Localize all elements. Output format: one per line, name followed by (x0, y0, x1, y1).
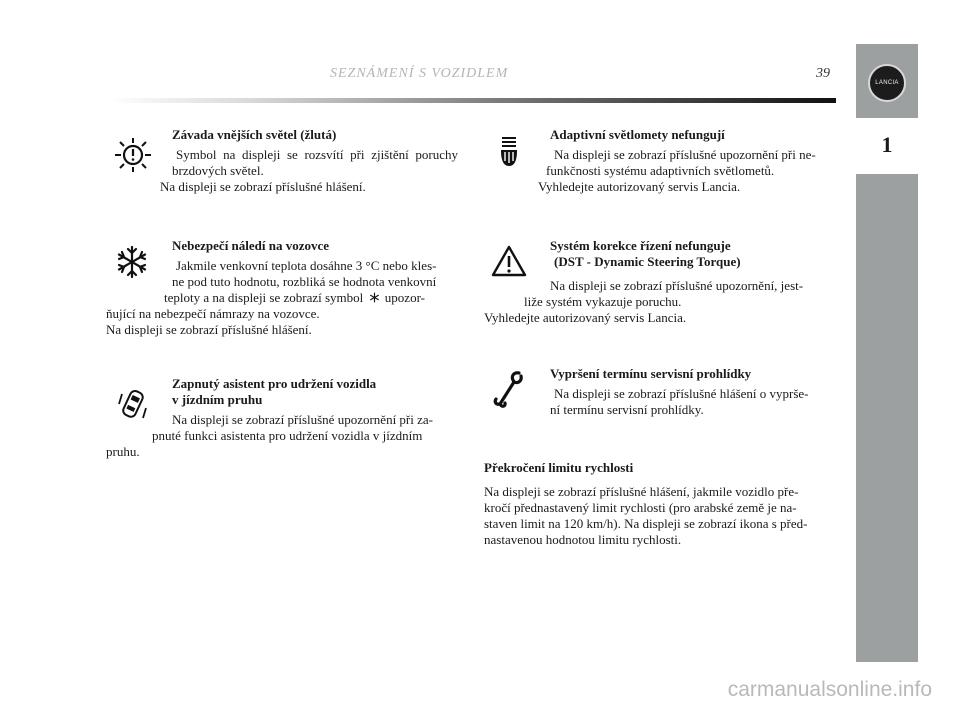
text-line: ne pod tuto hodnotu, rozbliká se hodnota venkovní (172, 274, 437, 289)
text-line: Na displeji se zobrazí příslušné hlášení. (106, 322, 312, 337)
chapter-tab (856, 118, 918, 174)
section-title (172, 376, 458, 408)
section-steering-correction (486, 238, 838, 326)
text-line: liže systém vykazuje poruchu. (524, 294, 682, 309)
text-line: Na displeji se zobrazí příslušné hlášení o vyprše- (554, 386, 809, 401)
text-line: ní termínu servisní prohlídky. (550, 402, 704, 417)
text-line (164, 290, 458, 306)
text-line: Na displeji se zobrazí příslušné hlášení. (160, 179, 366, 194)
section-title: Závada vnějších světel (žlutá) (172, 127, 337, 142)
section-ice-warning (106, 238, 458, 338)
watermark: carmanualsonline.info (727, 678, 932, 701)
text-line: ňující na nebezpečí námrazy na vozovce. (106, 306, 320, 321)
text-line: pruhu. (106, 444, 140, 459)
text-fragment: upozor- (384, 290, 425, 305)
text-line: Na displeji se zobrazí příslušné upozornění při za- (172, 412, 433, 427)
section-speed-limit (484, 460, 838, 548)
page-number: 39 (816, 66, 830, 81)
title-line: (DST - Dynamic Steering Torque) (554, 254, 741, 269)
section-lane-assist (106, 376, 458, 460)
text-line: staven limit na 120 km/h). Na displeji se zobrazí ikona s před- (484, 516, 808, 531)
header-rule (108, 98, 836, 103)
section-adaptive-headlights (486, 127, 838, 195)
title-line: Zapnutý asistent pro udržení vozidla (172, 376, 377, 391)
text-line: brzdových světel. (172, 163, 264, 178)
text-line: Na displeji se zobrazí příslušné hlášení, jakmile vozidlo pře- (484, 484, 799, 499)
text-fragment: teploty a na displeji se zobrazí symbol (164, 290, 364, 305)
section-title: Nebezpečí náledí na vozovce (172, 238, 330, 253)
text-line: Vyhledejte autorizovaný servis Lancia. (484, 310, 687, 325)
text-line: kročí přednastavený limit rychlosti (pro arabské země je na- (484, 500, 797, 515)
text-line: Vyhledejte autorizovaný servis Lancia. (538, 179, 741, 194)
title-line: Systém korekce řízení nefunguje (550, 238, 731, 253)
text-line: Jakmile venkovní teplota dosáhne 3 °C nebo kles- (176, 258, 437, 273)
section-title: Vypršení termínu servisní prohlídky (550, 366, 752, 381)
chapter-number: 1 (881, 132, 893, 157)
text-line: funkčnosti systému adaptivních světlometů. (546, 163, 775, 178)
section-service-due (486, 366, 838, 418)
section-exterior-light-fault (106, 127, 458, 195)
text-line: Na displeji se zobrazí příslušné upozornění při ne- (554, 147, 816, 162)
section-title (550, 238, 838, 270)
inline-snowflake-icon (369, 292, 380, 303)
running-header: SEZNÁMENÍ S VOZIDLEM (330, 66, 509, 81)
text-line: nastavenou hodnotou limitu rychlosti. (484, 532, 682, 547)
section-title: Adaptivní světlomety nefungují (550, 127, 725, 142)
title-line: v jízdním pruhu (172, 392, 263, 407)
section-title: Překročení limitu rychlosti (484, 460, 634, 475)
text-line: pnuté funkci asistenta pro udržení vozidla v jízdním (152, 428, 423, 443)
text-line: Symbol na displeji se rozsvítí při zjištění poruchy (176, 147, 458, 162)
text-line: Na displeji se zobrazí příslušné upozornění, jest- (550, 278, 804, 293)
lancia-logo-icon: LANCIA (868, 64, 906, 102)
